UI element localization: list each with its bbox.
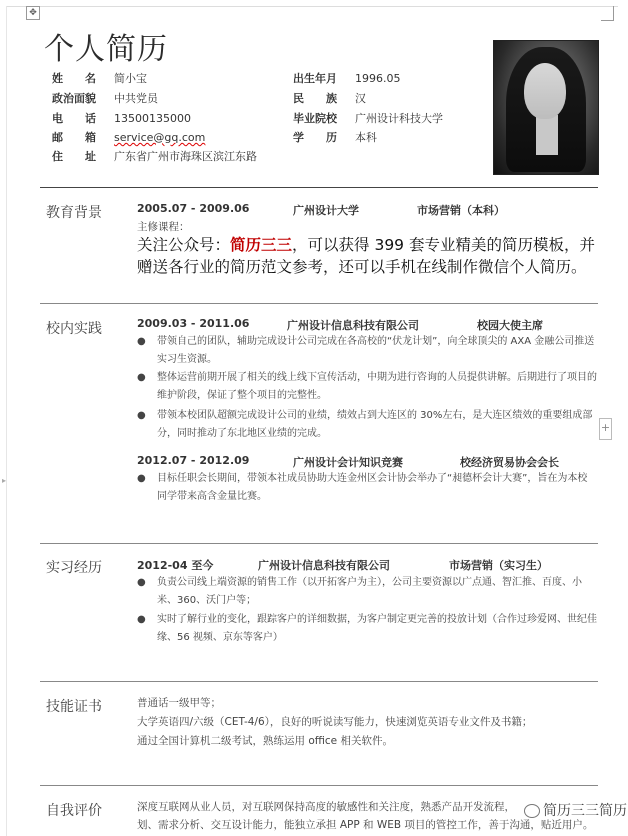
bullet-text: 带领自己的团队，辅助完成设计公司完成在各高校的“伏龙计划”，向全球顶尖的 AXA 金融公司推送实习生资源。 (157, 336, 595, 365)
list-item (137, 611, 597, 647)
info-degree (293, 129, 377, 145)
list-item (137, 333, 597, 369)
edu-school: 广州设计大学 (293, 204, 359, 217)
info-label: 民 族 (293, 92, 337, 105)
promo-pre: 关注公众号： (137, 236, 231, 254)
info-birth (293, 70, 401, 86)
info-value: 简小宝 (114, 72, 147, 85)
skill-line: 大学英语四/六级（CET-4/6），良好的听说读写能力，快速浏览英语专业文件及书籍； (137, 716, 533, 728)
list-item (137, 407, 597, 443)
campus-org: 广州设计信息科技有限公司 (287, 319, 419, 332)
section-title-skills: 技能证书 (46, 699, 102, 715)
info-value: 汉 (355, 92, 366, 105)
info-label: 姓 名 (52, 72, 96, 85)
intern-role: 市场营销（实习生） (449, 559, 548, 572)
info-school (293, 110, 443, 126)
side-tab-icon[interactable]: + (599, 418, 612, 440)
photo-face (524, 63, 566, 119)
watermark-text: 简历三三简历 (543, 803, 627, 819)
section-title-self-eval: 自我评价 (46, 803, 102, 819)
list-item (137, 574, 597, 610)
section-title-education: 教育背景 (46, 205, 102, 221)
self-eval-line: 深度互联网从业人员，对互联网保持高度的敏感性和关注度，熟悉产品开发流程， (137, 801, 515, 813)
left-arrow-icon: ▸ (2, 476, 7, 485)
campus-org: 广州设计会计知识竞赛 (293, 456, 403, 469)
info-label: 政治面貌 (52, 92, 96, 105)
bullet-text: 实时了解行业的变化，跟踪客户的详细数据，为客户制定更完善的投放计划（合作过珍爱网、世纪佳缘、56 视频、京东等客户） (157, 614, 597, 643)
edu-date: 2005.07 - 2009.06 (137, 202, 250, 215)
list-item (137, 369, 597, 405)
edu-major: 市场营销（本科） (417, 204, 505, 217)
bullet-text: 目标任职会长期间，带领本社成员协助大连金州区会计协会举办了“昶德杯会计大赛”，旨在为本校同学带来高含金量比赛。 (157, 473, 588, 502)
campus-role: 校园大使主席 (477, 319, 543, 332)
profile-photo (493, 40, 599, 175)
info-name (52, 70, 147, 86)
bullet-text: 整体运营前期开展了相关的线上线下宣传活动，中期为进行咨询的人员提供讲解。后期进行了项目的维护阶段，保证了整个项目的完整性。 (157, 372, 597, 401)
info-label: 电 话 (52, 112, 96, 125)
page-corner-mark (601, 6, 614, 21)
info-label: 邮 箱 (52, 131, 96, 144)
info-value: 1996.05 (355, 72, 401, 85)
page-edge-left (6, 6, 7, 836)
info-ethnicity (293, 90, 366, 106)
bullet-icon: ● (137, 410, 146, 421)
page-edge-top (6, 6, 618, 7)
intern-org: 广州设计信息科技有限公司 (258, 559, 390, 572)
campus-date: 2009.03 - 2011.06 (137, 317, 250, 330)
bullet-text: 负责公司线上端资源的销售工作（以开拓客户为主），公司主要资源以广点通、智汇推、百度、小米、360、沃门户等； (157, 577, 582, 606)
promo-post: ，可以获得 399 套专业精美的简历模板，并赠送各行业的简历范文参考，还可以手机在线制作微信个人简历。 (137, 236, 595, 276)
info-value: service@gq.com (114, 131, 206, 144)
bullet-icon: ● (137, 372, 146, 383)
section-divider (40, 543, 598, 544)
section-divider (40, 187, 598, 188)
info-value: 广州设计科技大学 (355, 112, 443, 125)
promo-text (137, 234, 597, 278)
info-label: 出生年月 (293, 72, 337, 85)
photo-neck (536, 115, 558, 155)
promo-highlight: 简历三三 (230, 236, 293, 254)
info-value: 广东省广州市海珠区滨江东路 (114, 150, 257, 163)
wechat-icon (524, 804, 540, 818)
info-political (52, 90, 158, 106)
bullet-icon: ● (137, 577, 146, 588)
info-label: 住 址 (52, 150, 96, 163)
bullet-text: 带领本校团队超额完成设计公司的业绩，绩效占到大连区的 30%左右，是大连区绩效的重要组成部分，同时推动了东北地区业绩的完成。 (157, 410, 593, 439)
campus-date: 2012.07 - 2012.09 (137, 454, 250, 467)
skill-line: 普通话一级甲等； (137, 697, 221, 709)
info-address (52, 148, 257, 164)
skill-line: 通过全国计算机二级考试，熟练运用 office 相关软件。 (137, 735, 393, 747)
section-divider (40, 681, 598, 682)
section-title-campus: 校内实践 (46, 321, 102, 337)
resume-title: 个人简历 (44, 32, 168, 67)
bullet-icon: ● (137, 473, 146, 484)
info-value: 本科 (355, 131, 377, 144)
list-item (137, 470, 597, 506)
bullet-icon: ● (137, 614, 146, 625)
section-divider (40, 303, 598, 304)
info-label: 学 历 (293, 131, 337, 144)
intern-date: 2012-04 至今 (137, 559, 214, 572)
table-move-handle-icon[interactable]: ✥ (26, 6, 40, 20)
info-email (52, 129, 205, 145)
campus-role: 校经济贸易协会会长 (460, 456, 559, 469)
info-label: 毕业院校 (293, 112, 337, 125)
section-title-internship: 实习经历 (46, 560, 102, 576)
section-divider (40, 785, 598, 786)
edu-course-label: 主修课程： (137, 221, 190, 233)
info-phone (52, 110, 191, 126)
info-value: 13500135000 (114, 112, 191, 125)
info-value: 中共党员 (114, 92, 158, 105)
self-eval-line: 划、需求分析、交互设计能力，能独立承担 APP 和 WEB 项目的管控工作，善于沟通，贴近用户。 (137, 819, 594, 831)
watermark (524, 800, 627, 820)
bullet-icon: ● (137, 336, 146, 347)
